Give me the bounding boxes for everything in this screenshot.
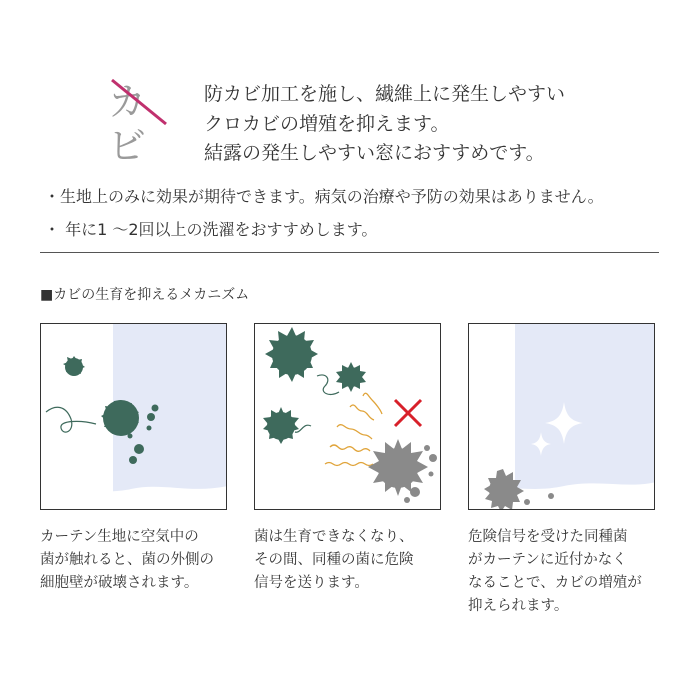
caption-line: 危険信号を受けた同種菌: [468, 529, 628, 545]
caption-line: 信号を送ります。: [254, 575, 369, 591]
intro-line-1: 防カビ加工を施し、繊維上に発生しやすい: [204, 83, 566, 105]
caption-line: カーテン生地に空気中の: [40, 529, 199, 545]
intro-line-2: クロカビの増殖を抑えます。: [204, 112, 450, 135]
strike-line-icon: [108, 78, 170, 128]
caption-line: がカーテンに近付かなく: [468, 552, 627, 568]
mechanism-panel-3: [468, 323, 655, 510]
panel-3-caption: [468, 526, 642, 618]
panel-2-caption: [254, 526, 414, 595]
intro-line-3: 結露の発生しやすい窓におすすめです。: [204, 142, 545, 164]
caption-line: 菌が触れると、菌の外側の: [40, 552, 214, 568]
panel-1-caption: [40, 526, 214, 595]
mechanism-title: ■カビの生育を抑えるメカニズム: [40, 287, 250, 303]
mechanism-panel-2: [254, 323, 441, 510]
panel-3-illustration: [469, 324, 655, 510]
caption-line: 抑えられます。: [468, 598, 569, 614]
notes-list: [44, 180, 684, 246]
caption-line: その間、同種の菌に危険: [254, 552, 414, 568]
no-mold-logo: [108, 78, 170, 168]
divider: [40, 252, 659, 253]
mechanism-panel-1: [40, 323, 227, 510]
caption-line: なることで、カビの増殖が: [468, 575, 642, 591]
note-item: ・生地上のみに効果が期待できます。病気の治療や予防の効果はありません。: [44, 187, 604, 206]
note-item: ・ 年に1 〜2回以上の洗濯をおすすめします。: [44, 220, 378, 239]
intro-text: [204, 80, 684, 169]
logo-text: カビ: [108, 80, 145, 168]
caption-line: 細胞壁が破壊されます。: [40, 575, 199, 591]
caption-line: 菌は生育できなくなり、: [254, 529, 414, 545]
panel-1-illustration: [41, 324, 227, 510]
panel-2-illustration: [255, 324, 441, 510]
